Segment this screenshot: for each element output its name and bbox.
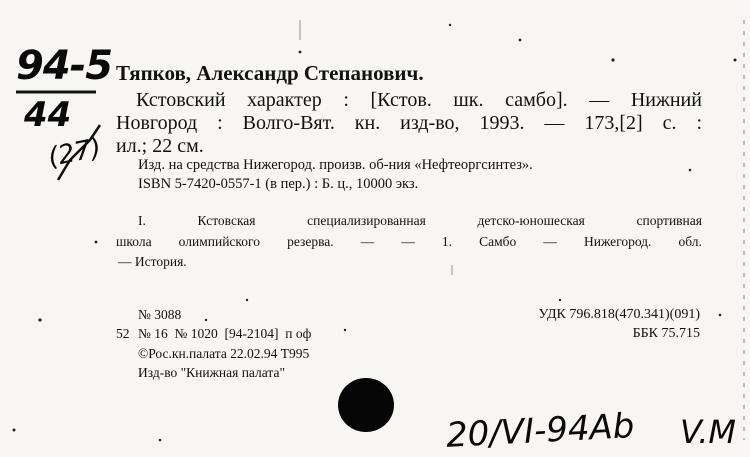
print-info: № 16 № 1020 [94-2104] п оф xyxy=(138,326,312,341)
title-line-1 xyxy=(136,90,702,110)
shelf-mark-top: 94-5 xyxy=(16,43,113,89)
bbk-code: ББК 75.715 xyxy=(632,326,700,341)
udk-code: УДК 796.818(470.341)(091) xyxy=(538,307,700,322)
subject-word: — xyxy=(360,234,375,249)
subject-word: I. xyxy=(138,213,146,228)
title-line-2 xyxy=(116,113,702,133)
subject-word: Нижегород. xyxy=(584,234,652,249)
ink-blot xyxy=(338,378,394,432)
shelf-mark-bottom: 44 xyxy=(24,95,72,135)
subject-line-3: — История. xyxy=(118,254,187,269)
title-word: с. xyxy=(662,112,677,134)
subject-word: обл. xyxy=(678,234,702,249)
subject-word: 1. xyxy=(441,234,453,249)
subject-word: детско-юношеская xyxy=(477,213,585,228)
title-word: шк. xyxy=(453,89,484,111)
subject-word: спортивная xyxy=(636,213,702,228)
title-word: : xyxy=(217,112,223,134)
card-number: № 3088 xyxy=(138,307,182,322)
book-chamber-line: ©Рос.кн.палата 22.02.94 Т995 xyxy=(138,346,310,361)
title-word: самбо]. xyxy=(505,89,568,111)
subject-line-2 xyxy=(116,235,702,249)
subject-word: резерва. xyxy=(287,234,334,249)
print-prefix: 52 xyxy=(116,326,130,341)
title-word: [Кстов. xyxy=(370,89,432,111)
title-word: 1993. xyxy=(479,112,525,134)
note-line-1: Изд. на средства Нижегород. произв. об-ния «Нефтеоргсинтез». xyxy=(138,157,533,173)
handwritten-date: 20/VI-94Ab xyxy=(445,406,636,456)
title-line-3: ил.; 22 см. xyxy=(116,135,204,157)
subject-word: школа xyxy=(116,234,152,249)
title-word: изд-во, xyxy=(400,112,460,134)
title-word: 173,[2] xyxy=(584,112,643,134)
subject-word: олимпийского xyxy=(178,234,260,249)
title-word: : xyxy=(343,89,349,111)
title-word: — xyxy=(544,112,565,134)
subject-word: — xyxy=(401,234,415,249)
subject-word: специализированная xyxy=(307,213,426,228)
title-word: Нижний xyxy=(630,89,702,111)
margin-number: (27) xyxy=(45,132,104,174)
author-heading: Тяпков, Александр Степанович. xyxy=(116,61,424,85)
handwritten-initials: V.M xyxy=(680,413,736,451)
title-word: Волго-Вят. xyxy=(242,112,335,134)
subject-word: Самбо xyxy=(479,234,517,249)
subject-line-1 xyxy=(138,214,702,228)
publisher-line: Изд-во "Книжная палата" xyxy=(138,365,285,380)
subject-word: — xyxy=(543,234,557,249)
isbn-line: ISBN 5-7420-0557-1 (в пер.) : Б. ц., 10000 экз. xyxy=(138,176,419,192)
title-word: Кстовский xyxy=(136,89,226,111)
title-word: характер xyxy=(247,89,322,111)
subject-word: Кстовская xyxy=(197,213,256,228)
title-word: Новгород xyxy=(116,112,198,134)
title-word: кн. xyxy=(354,112,381,134)
title-word: : xyxy=(696,112,702,134)
title-word: — xyxy=(589,89,610,111)
